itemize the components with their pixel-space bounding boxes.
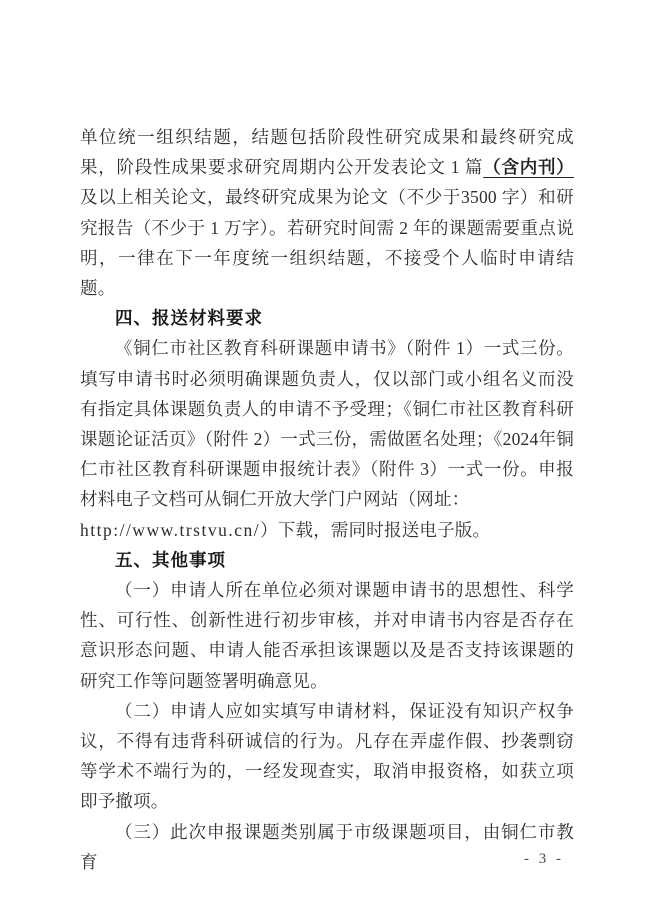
paragraph-other-item-1: （一）申请人所在单位必须对课题申请书的思想性、科学性、可行性、创新性进行初步审核，并对申请书内容是否存在意识形态问题、申请人能否承担该课题以及是否支持该课题的研究工作等问题签署明确意见。: [80, 580, 574, 691]
closing-text-before: 单位统一组织结题，结题包括阶段性研究成果和最终研究成果，阶段性成果要求研究周期内公开发表论文 1 篇: [80, 127, 574, 178]
emphasis-underlined-internal-journal: （含内刊）: [483, 157, 574, 178]
paragraph-submission-materials: [80, 333, 574, 544]
section-heading-5-other: 五、其他事项: [115, 549, 226, 570]
paragraph-closing-requirements: [80, 122, 574, 303]
paragraph-other-item-3: （三）此次申报课题类别属于市级课题项目，由铜仁市教育: [80, 821, 574, 872]
section-heading-4-materials: 四、报送材料要求: [115, 308, 263, 329]
website-url-text: http://www.trstvu.cn/: [80, 519, 261, 540]
paragraph-other-item-2: （二）申请人应如实填写申请材料，保证没有知识产权争议，不得有违背科研诚信的行为。凡存在弄虚作假、抄袭剽窃等学术不端行为的，一经发现查实，取消申报资格，如获立项即予撤项。: [80, 700, 574, 812]
page-number: - 3 -: [524, 851, 564, 867]
materials-text: 《铜仁市社区教育科研课题申请书》（附件 1）一式三份。填写申请书时必须明确课题负责人，仅以部门或小组名义而没有指定具体课题负责人的申请不予受理；《铜仁市社区教育科研课题论证活页》（附件 2）一式三份，需做匿名处理；《2024年铜仁市社区教育科研课题申报统计表》（附件 3）一式一份。申报材料电子文档可从铜仁开放大学门户网站（网址：: [80, 338, 574, 510]
closing-text-after: 及以上相关论文，最终研究成果为论文（不少于3500 字）和研究报告（不少于 1 万字）。若研究时间需 2 年的课题需要重点说明，一律在下一年度统一组织结题，不接受个人临时申请结题。: [80, 187, 574, 299]
materials-text-end: ）下载，需同时报送电子版。: [260, 519, 491, 540]
document-body: [80, 122, 574, 877]
